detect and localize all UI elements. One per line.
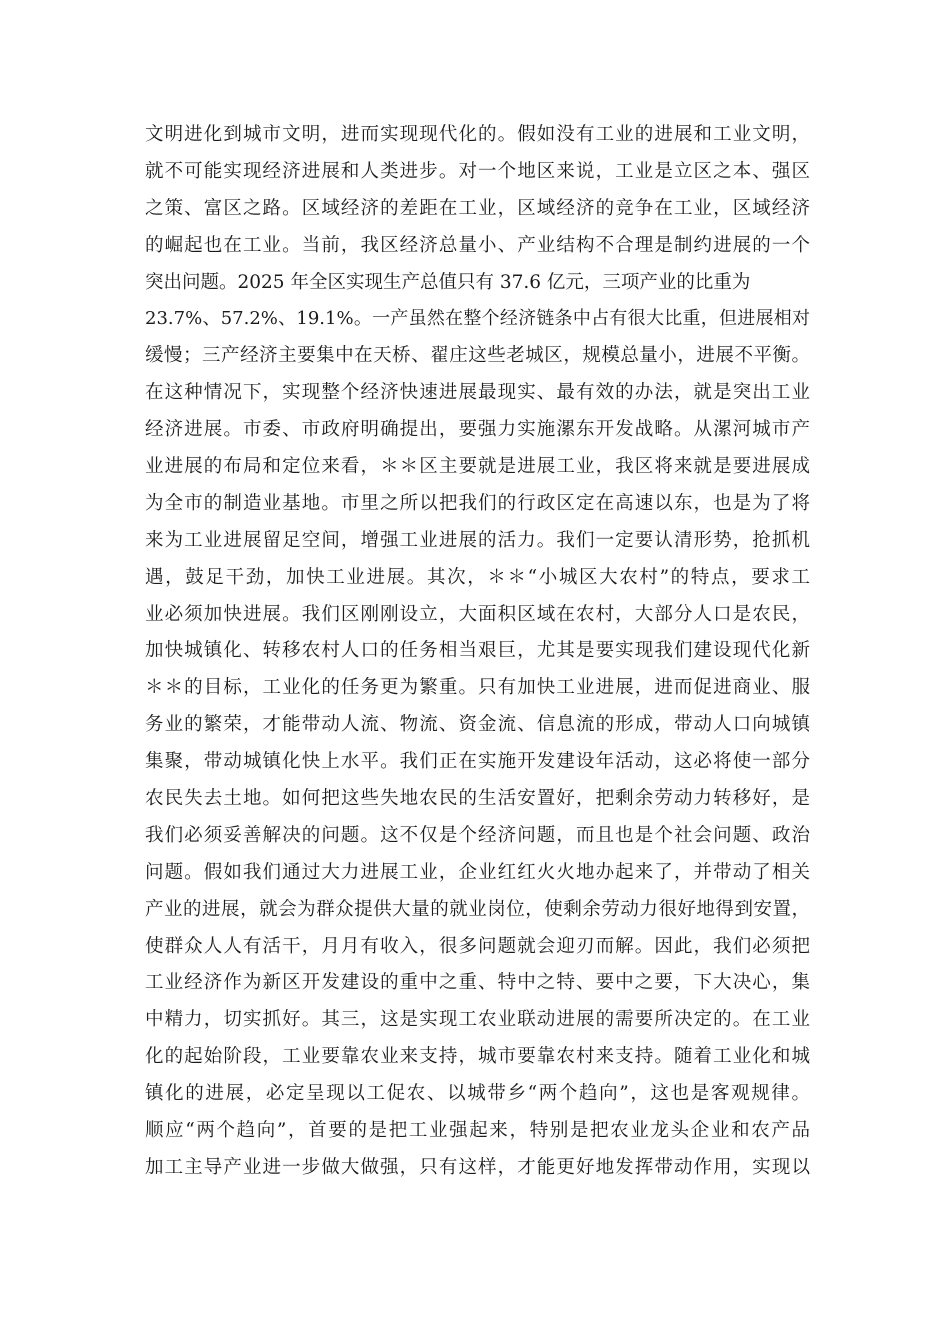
body-text-line: 务业的繁荣，才能带动人流、物流、资金流、信息流的形成，带动人口向城镇 — [145, 714, 810, 736]
body-text-line: 加工主导产业进一步做大做强，只有这样，才能更好地发挥带动作用，实现以 — [145, 1156, 810, 1178]
body-text-line: 使群众人人有活干，月月有收入，很多问题就会迎刃而解。因此，我们必须把 — [145, 935, 810, 957]
body-text-line: 缓慢；三产经济主要集中在天桥、翟庄这些老城区，规模总量小，进展不平衡。 — [145, 345, 810, 367]
body-text-line: 就不可能实现经济进展和人类进步。对一个地区来说，工业是立区之本、强区 — [145, 160, 810, 182]
body-text-line: 顺应“两个趋向”，首要的是把工业强起来，特别是把农业龙头企业和农产品 — [145, 1120, 810, 1142]
body-text-line: 我们必须妥善解决的问题。这不仅是个经济问题，而且也是个社会问题、政治 — [145, 824, 810, 846]
body-text-line: 为全市的制造业基地。市里之所以把我们的行政区定在高速以东，也是为了将 — [145, 492, 810, 514]
body-text-line: 突出问题。2025 年全区实现生产总值只有 37.6 亿元，三项产业的比重为 — [145, 271, 751, 293]
body-text-line: 业必须加快进展。我们区刚刚设立，大面积区域在农村，大部分人口是农民， — [145, 603, 810, 625]
body-text-line: 23.7%、57.2%、19.1%。一产虽然在整个经济链条中占有很大比重，但进展相对 — [145, 308, 810, 330]
body-text-line: 业进展的布局和定位来看，＊＊区主要就是进展工业，我区将来就是要进展成 — [145, 456, 810, 478]
body-text-line: 集聚，带动城镇化快上水平。我们正在实施开发建设年活动，这必将使一部分 — [145, 751, 810, 773]
body-text-line: 经济进展。市委、市政府明确提出，要强力实施漯东开发战略。从漯河城市产 — [145, 419, 810, 441]
body-text-line: 文明进化到城市文明，进而实现现代化的。假如没有工业的进展和工业文明， — [145, 124, 810, 145]
body-text-line: 问题。假如我们通过大力进展工业，企业红红火火地办起来了，并带动了相关 — [145, 861, 810, 883]
body-text-line: 产业的进展，就会为群众提供大量的就业岗位，使剩余劳动力很好地得到安置， — [145, 898, 810, 920]
body-text-line: 镇化的进展，必定呈现以工促农、以城带乡“两个趋向”，这也是客观规律。 — [145, 1083, 810, 1105]
body-text-line: 工业经济作为新区开发建设的重中之重、特中之特、要中之要，下大决心，集 — [145, 972, 810, 994]
body-text-line: 来为工业进展留足空间，增强工业进展的活力。我们一定要认清形势，抢抓机 — [145, 529, 810, 551]
body-text-line: 中精力，切实抓好。其三，这是实现工农业联动进展的需要所决定的。在工业 — [145, 1009, 810, 1031]
document-page — [145, 117, 810, 1187]
body-text-line: 遇，鼓足干劲，加快工业进展。其次，＊＊“小城区大农村”的特点，要求工 — [145, 566, 810, 588]
body-text-line: 在这种情况下，实现整个经济快速进展最现实、最有效的办法，就是突出工业 — [145, 382, 810, 404]
body-text-line: 的崛起也在工业。当前，我区经济总量小、产业结构不合理是制约进展的一个 — [145, 234, 810, 256]
body-text-line: ＊＊的目标，工业化的任务更为繁重。只有加快工业进展，进而促进商业、服 — [145, 677, 810, 699]
body-text-line: 农民失去土地。如何把这些失地农民的生活安置好，把剩余劳动力转移好，是 — [145, 788, 810, 810]
body-text-line: 化的起始阶段，工业要靠农业来支持，城市要靠农村来支持。随着工业化和城 — [145, 1046, 810, 1068]
body-text-line: 之策、富区之路。区域经济的差距在工业，区域经济的竞争在工业，区域经济 — [145, 197, 810, 219]
body-text-line: 加快城镇化、转移农村人口的任务相当艰巨，尤其是要实现我们建设现代化新 — [145, 640, 810, 662]
